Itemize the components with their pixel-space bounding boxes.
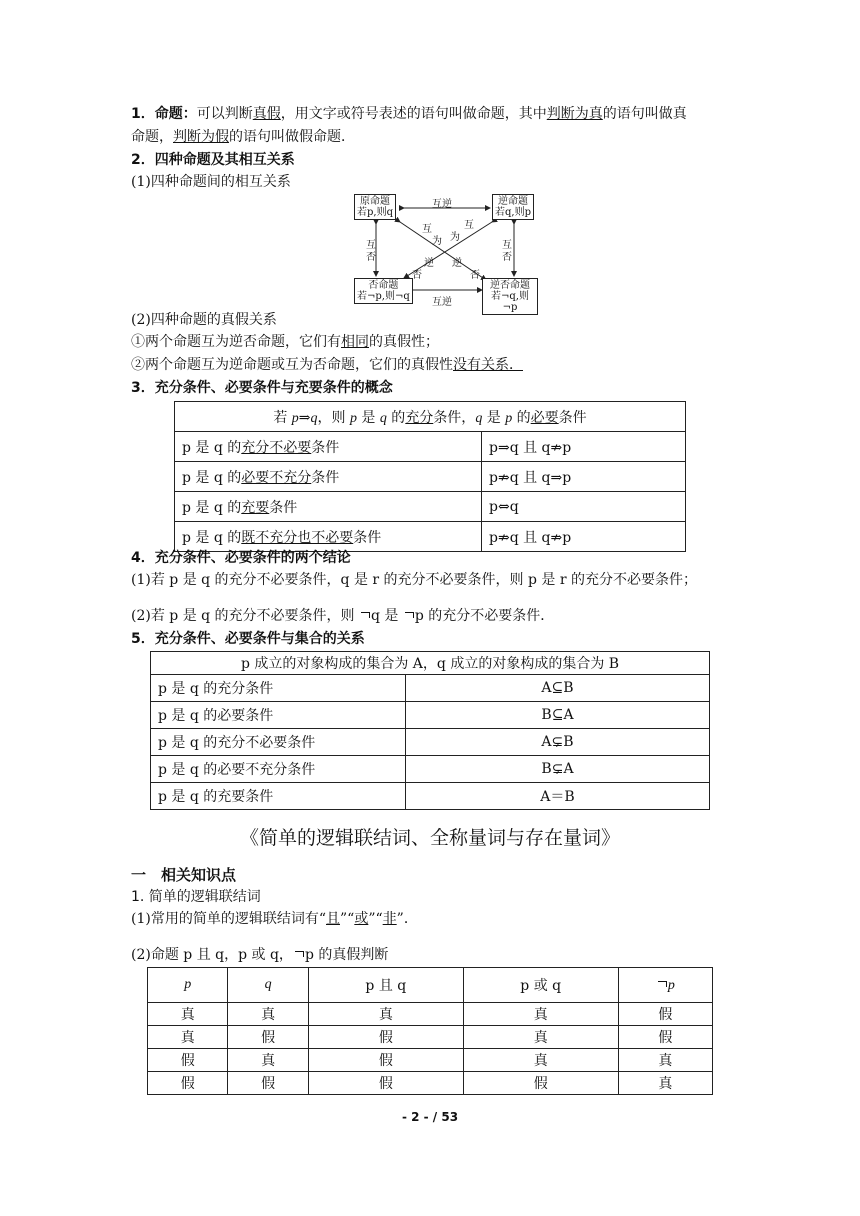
table-row: p 是 q 的充分条件 A⊆B [151, 675, 710, 702]
label-diag1-2: 为 [432, 236, 442, 247]
label-diag1-3: 逆 [452, 258, 462, 269]
inverse-proposition-box: 否命题 若¬p,则¬q [354, 278, 413, 304]
heading-sets: 5．充分条件、必要条件与集合的关系 [131, 631, 365, 647]
table-row: p 是 q 的既不充分也不必要条件 p⇏q 且 q⇏p [175, 522, 686, 552]
label-top-converse: 互逆 [432, 199, 452, 210]
heading-four-propositions: 2．四种命题及其相互关系 [131, 152, 295, 168]
sets-table-header: p 成立的对象构成的集合为 A，q 成立的对象构成的集合为 B [151, 652, 710, 675]
table-row: 假 假 假 假 真 [148, 1072, 713, 1095]
conclusion-2: (2)若 p 是 q 的充分不必要条件，则 q 是 p 的充分不必要条件． [131, 608, 555, 624]
contrapositive-proposition-box: 逆否命题 若¬q,则¬p [482, 278, 538, 315]
label-diag2-2: 为 [450, 232, 460, 243]
truth-judgment-line: (2)命题 p 且 q，p 或 q， p 的真假判断 [131, 947, 389, 963]
sets-table [150, 651, 710, 810]
label-diag1-4: 否 [470, 270, 480, 281]
table-row: 假 真 假 真 真 [148, 1049, 713, 1072]
label-bottom-converse: 互逆 [432, 297, 452, 308]
definition-proposition-cont: 命题，判断为假的语句叫做假命题． [131, 129, 355, 145]
label-right-inverse-1: 互 [502, 240, 512, 251]
truth-rule-1: ①两个命题互为逆否命题，它们有相同的真假性； [131, 334, 439, 350]
label-left-inverse-2: 否 [366, 252, 376, 263]
label-left-inverse-1: 互 [366, 240, 376, 251]
label-diag1-1: 互 [422, 224, 432, 235]
table-row: p 是 q 的充要条件 A＝B [151, 783, 710, 810]
section-subtitle: 一 相关知识点 [131, 866, 237, 884]
four-propositions-diagram [352, 192, 538, 313]
conclusion-1: (1)若 p 是 q 的充分不必要条件，q 是 r 的充分不必要条件，则 p 是 r 的充分不必要条件； [131, 572, 698, 588]
table-row: p 是 q 的充分不必要条件 p⇒q 且 q⇏p [175, 432, 686, 462]
connectives-line: (1)常用的简单的逻辑联结词有“且”“或”“非”． [131, 911, 418, 927]
label-diag2-1: 互 [464, 220, 474, 231]
truth-rule-2: ②两个命题互为逆命题或互为否命题，它们的真假性没有关系． [131, 357, 523, 373]
sub-relationship: (1)四种命题间的相互关系 [131, 174, 291, 190]
table-row: 真 真 真 真 假 [148, 1003, 713, 1026]
table-row: p 是 q 的充要条件 p⇔q [175, 492, 686, 522]
label-diag2-3: 逆 [424, 258, 434, 269]
label-diag2-4: 否 [412, 270, 422, 281]
page-number: - 2 - / 53 [401, 1110, 459, 1124]
table-row: 真 假 假 真 假 [148, 1026, 713, 1049]
converse-proposition-box: 逆命题 若q,则p [492, 194, 534, 220]
conditions-table-header: 若 p⇒q，则 p 是 q 的充分条件，q 是 p 的必要条件 [175, 402, 686, 432]
section-title: 《简单的逻辑联结词、全称量词与存在量词》 [239, 827, 620, 849]
truth-table-header: p q p 且 q p 或 q p [148, 968, 713, 1003]
heading-two-conclusions: 4．充分条件、必要条件的两个结论 [131, 550, 351, 566]
definition-proposition: 1．命题：可以判断真假，用文字或符号表述的语句叫做命题，其中判断为真的语句叫做真 [131, 106, 687, 122]
sub-truth-relation: (2)四种命题的真假关系 [131, 312, 277, 328]
table-row: p 是 q 的必要条件 B⊆A [151, 702, 710, 729]
label-right-inverse-2: 否 [502, 252, 512, 263]
table-row: p 是 q 的充分不必要条件 A⊊B [151, 729, 710, 756]
conditions-table [174, 401, 686, 552]
table-row: p 是 q 的必要不充分条件 p⇏q 且 q⇒p [175, 462, 686, 492]
heading-conditions: 3．充分条件、必要条件与充要条件的概念 [131, 380, 393, 396]
original-proposition-box: 原命题 若p,则q [354, 194, 396, 220]
table-row: p 是 q 的必要不充分条件 B⊊A [151, 756, 710, 783]
truth-table [147, 967, 713, 1095]
heading-connectives: 1. 简单的逻辑联结词 [131, 889, 261, 905]
